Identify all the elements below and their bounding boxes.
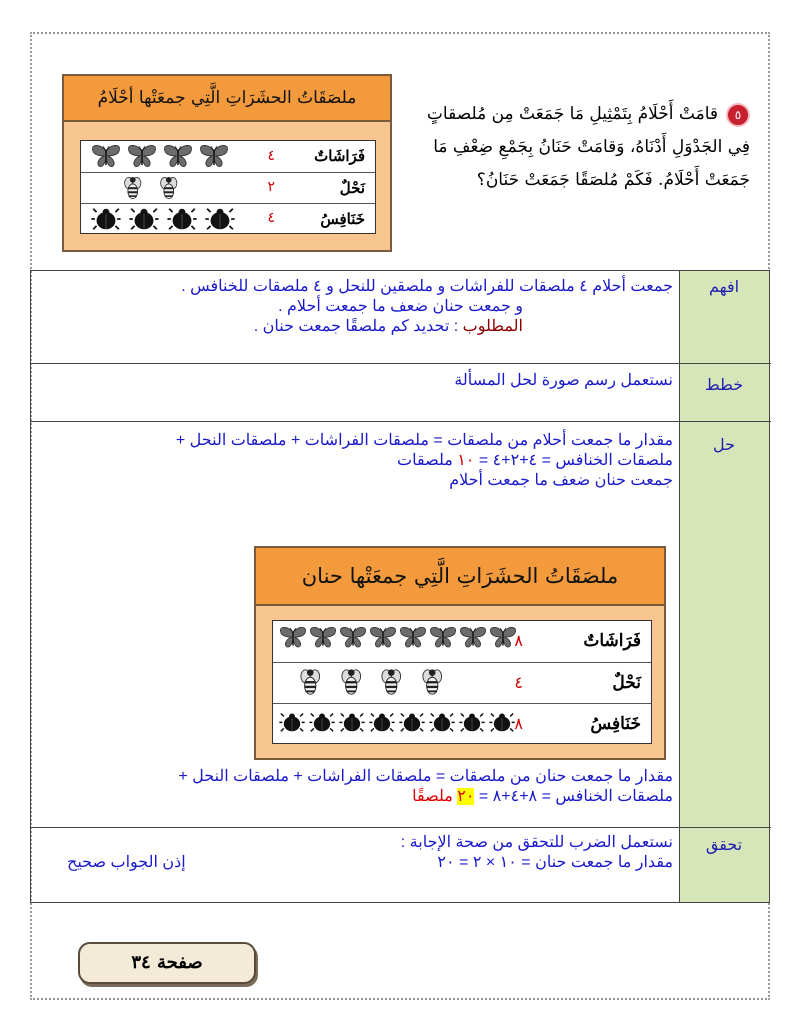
butterfly-icon [399, 626, 427, 650]
beetle-icon [399, 712, 425, 733]
butterfly-icon [309, 626, 337, 650]
row-label: فَرَاشَاتٌ [314, 147, 365, 165]
hanan-sticker-panel [254, 546, 666, 760]
beetle-icon [429, 712, 455, 733]
bee-icon [340, 667, 363, 697]
beetle-icon [129, 207, 159, 231]
row-divider [31, 827, 771, 828]
solve-line: مقدار ما جمعت حنان من ملصقات = ملصقات الفراشات + ملصقات النحل + [178, 768, 673, 785]
icon-group [123, 175, 194, 201]
row-label: نَحْلٌ [339, 179, 365, 197]
beetle-icon [369, 712, 395, 733]
understand-line: و جمعت حنان ضعف ما جمعت أحلام . [278, 298, 523, 315]
butterfly-icon [429, 626, 457, 650]
check-content [39, 833, 673, 873]
ahlam-sticker-table [80, 140, 376, 234]
check-line: نستعمل الضرب للتحقق من صحة الإجابة : [400, 834, 673, 851]
row-count: ٢ [267, 179, 275, 195]
step-column [679, 271, 769, 902]
check-conclusion: إذن الجواب صحيح [67, 854, 186, 871]
step-label-plan: خطط [704, 375, 744, 394]
row-label: نَحْلٌ [612, 673, 641, 693]
ahlam-row-beetles [81, 204, 375, 235]
beetle-icon [279, 712, 305, 733]
understand-content [39, 277, 673, 337]
butterfly-icon [489, 626, 517, 650]
check-line-row [39, 853, 673, 873]
row-label: خَنَافِسُ [320, 210, 365, 228]
icon-group [91, 144, 235, 170]
butterfly-icon [279, 626, 307, 650]
row-count: ٨ [514, 631, 523, 650]
plan-content [39, 371, 673, 391]
butterfly-icon [127, 144, 157, 170]
hanan-sticker-table [272, 620, 652, 744]
problem-statement [400, 98, 750, 197]
beetle-icon [91, 207, 121, 231]
butterfly-icon [459, 626, 487, 650]
bee-icon [299, 667, 322, 697]
problem-number-badge: ٥ [726, 103, 750, 127]
solve-line: مقدار ما جمعت أحلام من ملصقات = ملصقات الفراشات + ملصقات النحل + [175, 432, 673, 449]
bee-icon [123, 175, 143, 201]
page-number-label: صفحة ٣٤ [78, 942, 256, 984]
row-count: ٨ [514, 714, 523, 733]
beetle-icon [167, 207, 197, 231]
row-label: خَنَافِسُ [590, 714, 641, 734]
hanan-row-beetles [273, 704, 651, 745]
step-label-solve: حل [712, 435, 735, 454]
row-count: ٤ [514, 673, 523, 692]
solve-content-top [39, 431, 673, 491]
beetle-icon [309, 712, 335, 733]
equation-unit: ملصقًا [412, 788, 458, 805]
icon-group [91, 207, 243, 231]
solve-content-bottom [39, 767, 673, 807]
equation-text: ملصقات الخنافس = ٤+٢+٤ = [474, 452, 673, 469]
beetle-icon [205, 207, 235, 231]
hanan-row-bees [273, 663, 651, 704]
step-label-check: تحقق [705, 835, 743, 854]
bee-icon [421, 667, 444, 697]
check-equation: مقدار ما جمعت حنان = ١٠ × ٢ = ٢٠ [437, 854, 673, 871]
ahlam-sticker-title: ملصَقَاتُ الحشَرَاتِ الَّتِي جمعَتْها أحْلَامُ [64, 76, 390, 122]
row-count: ٤ [267, 148, 275, 164]
butterfly-icon [163, 144, 193, 170]
step-label-understand: افهم [708, 277, 740, 296]
row-divider [31, 421, 771, 422]
beetle-icon [489, 712, 515, 733]
equation-unit: ملصقات [397, 452, 458, 469]
plan-line: نستعمل رسم صورة لحل المسألة [454, 372, 673, 389]
bee-icon [159, 175, 179, 201]
solve-line [39, 451, 673, 471]
butterfly-icon [91, 144, 121, 170]
icon-group [279, 626, 519, 650]
beetle-icon [339, 712, 365, 733]
required-label: المطلوب [462, 318, 523, 335]
row-count: ٤ [267, 210, 275, 226]
required-text: : تحديد كم ملصقًا جمعت حنان . [253, 318, 463, 335]
ahlam-row-butterflies [81, 141, 375, 173]
required-line [39, 317, 523, 337]
icon-group [279, 712, 519, 733]
solve-line [39, 787, 673, 807]
problem-text: قامَتْ أَحْلَامُ بِتَمْثِيلِ مَا جَمَعَتْ مِن مُلصقاتٍ فِي الجَدْوَلِ أَدْنَاهُ، وَقامَتْ حَنَانُ بِجَمْعِ ضِعْفِ مَا جَمَعَتْ أَحْلَامُ. فَكَمْ مُلصَقًا جَمَعَتْ حَنَانُ؟ [426, 104, 750, 190]
butterfly-icon [199, 144, 229, 170]
icon-group [299, 667, 461, 697]
hanan-sticker-title: ملصَقَاتُ الحشَرَاتِ الَّتِي جمعَتْها حنان [256, 548, 664, 606]
butterfly-icon [369, 626, 397, 650]
beetle-icon [459, 712, 485, 733]
row-divider [31, 363, 771, 364]
hanan-row-butterflies [273, 621, 651, 663]
highlighted-result: ٢٠ [457, 788, 475, 805]
bee-icon [380, 667, 403, 697]
understand-line: جمعت أحلام ٤ ملصقات للفراشات و ملصقين للنحل و ٤ ملصقات للخنافس . [181, 278, 673, 295]
ahlam-sticker-panel [62, 74, 392, 252]
row-label: فَرَاشَاتٌ [583, 631, 641, 651]
solve-line: جمعت حنان ضعف ما جمعت أحلام [449, 472, 673, 489]
butterfly-icon [339, 626, 367, 650]
equation-result: ١٠ [457, 452, 475, 469]
ahlam-row-bees [81, 173, 375, 204]
equation-text: ملصقات الخنافس = ٨+٤+٨ = [474, 788, 673, 805]
